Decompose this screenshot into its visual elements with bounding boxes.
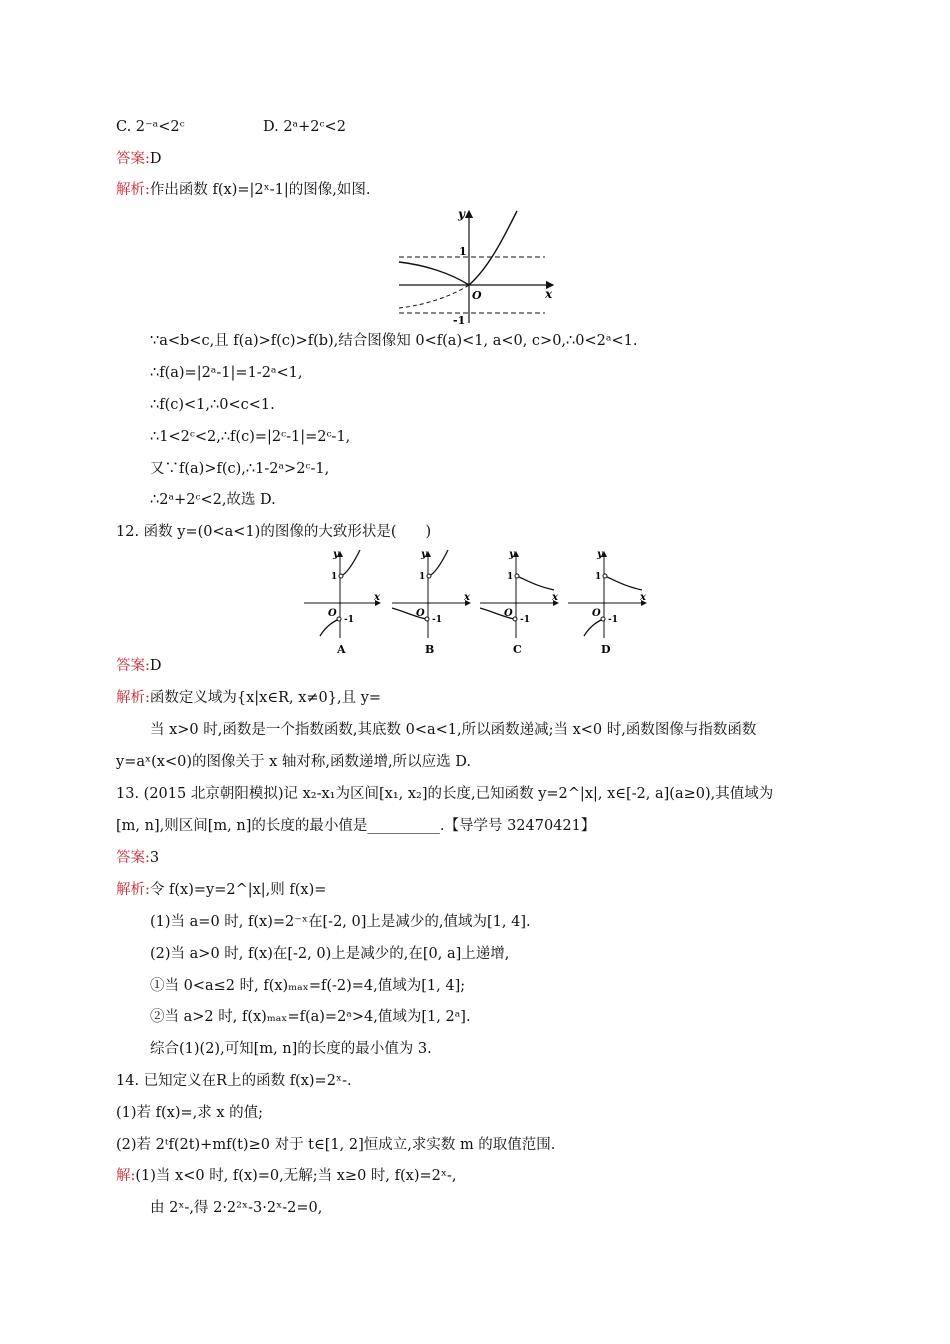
s11-line6: ∴2ᵃ+2ᶜ<2,故选 D.: [150, 492, 276, 508]
solution-text: (1)当 x<0 时, f(x)=0,无解;当 x≥0 时, f(x)=2ˣ-,: [135, 1168, 457, 1184]
solution-text: 函数定义域为{x|x∈R, x≠0},且 y=: [149, 690, 382, 706]
label: x: [374, 592, 380, 603]
solution-text: 令 f(x)=y=2^|x|,则 f(x)=: [149, 882, 327, 898]
label: x: [640, 592, 646, 603]
answer-13: [116, 848, 159, 868]
label: x: [552, 592, 558, 603]
label: 1: [507, 572, 514, 582]
option-graph-b: [392, 549, 471, 656]
label: O: [416, 608, 425, 619]
solution-12: [116, 688, 381, 708]
s13-line3: ①当 0<a≤2 时, f(x)ₘₐₓ=f(-2)=4,值域为[1, 4];: [150, 978, 466, 994]
tick-neg1: -1: [453, 314, 466, 327]
option-graph-d: [568, 549, 647, 656]
label: y: [597, 549, 603, 560]
s12-line1: 当 x>0 时,函数是一个指数函数,其底数 0<a<1,所以函数递减;当 x<0 时,函数图像与指数函数: [150, 722, 757, 738]
option-label-c: C: [513, 643, 522, 656]
solution-label: 解析:: [116, 882, 150, 898]
s13-line2: (2)当 a>0 时, f(x)在[-2, 0)上是减少的,在[0, a]上递增,: [150, 946, 510, 962]
options-figure-12: [300, 546, 652, 658]
origin-label: O: [472, 289, 482, 302]
question-12: 12. 函数 y=(0<a<1)的图像的大致形状是( ): [116, 524, 432, 540]
s12-line2: y=aˣ(x<0)的图像关于 x 轴对称,函数递增,所以应选 D.: [116, 754, 471, 770]
s14-line1: 由 2ˣ-,得 2·2²ˣ-3·2ˣ-2=0,: [150, 1200, 323, 1216]
graph-abs-2x-minus-1: [395, 205, 560, 327]
s11-line3: ∴f(c)<1,∴0<c<1.: [150, 397, 275, 413]
label: O: [592, 608, 601, 619]
tick-1: 1: [459, 245, 467, 258]
answer-value: 3: [149, 850, 160, 866]
y-label: y: [458, 207, 465, 221]
answer-label: 答案:: [116, 658, 150, 674]
solution-text: 作出函数 f(x)=|2ˣ-1|的图像,如图.: [149, 182, 371, 198]
option-d: D. 2ᵃ+2ᶜ<2: [263, 119, 346, 135]
option-graph-a: [304, 549, 381, 656]
answer-11: [116, 149, 162, 169]
answer-label: 答案:: [116, 151, 150, 167]
question-13-line2: [m, n],则区间[m, n]的长度的最小值是__________.【导学号 32470421】: [116, 818, 596, 834]
curve-solid: [399, 211, 517, 285]
solution-label: 解析:: [116, 182, 150, 198]
curve-dashed: [399, 285, 469, 308]
label: 1: [419, 572, 426, 582]
option-c: C. 2⁻ᵃ<2ᶜ: [116, 119, 185, 135]
option-label-d: D: [601, 643, 611, 656]
answer-value: D: [149, 151, 162, 167]
label: x: [464, 592, 470, 603]
s11-line2: ∴f(a)=|2ᵃ-1|=1-2ᵃ<1,: [150, 365, 303, 381]
label: -1: [432, 615, 442, 625]
option-graph-c: [480, 549, 559, 656]
solution-label: 解:: [116, 1168, 136, 1184]
solution-11: [116, 180, 371, 200]
label: -1: [608, 615, 618, 625]
s11-line1: ∵a<b<c,且 f(a)>f(c)>f(b),结合图像知 0<f(a)<1, a<0, c>0,∴0<2ᵃ<1.: [150, 333, 638, 349]
solution-13: [116, 880, 326, 900]
s11-line4: ∴1<2ᶜ<2,∴f(c)=|2ᶜ-1|=2ᶜ-1,: [150, 429, 351, 445]
label: 1: [595, 572, 602, 582]
question-14-part2: (2)若 2ᵗf(2t)+mf(t)≥0 对于 t∈[1, 2]恒成立,求实数 m 的取值范围.: [116, 1137, 556, 1153]
answer-12: [116, 656, 162, 676]
solution-label: 解析:: [116, 690, 150, 706]
option-label-a: A: [337, 643, 346, 656]
label: 1: [331, 572, 338, 582]
answer-label: 答案:: [116, 850, 150, 866]
label: y: [509, 549, 515, 560]
solution-14: [116, 1166, 457, 1186]
s13-line4: ②当 a>2 时, f(x)ₘₐₓ=f(a)=2ᵃ>4,值域为[1, 2ᵃ].: [150, 1009, 471, 1025]
s11-line5: 又∵f(a)>f(c),∴1-2ᵃ>2ᶜ-1,: [150, 461, 330, 477]
label: y: [333, 549, 339, 560]
question-13-line1: 13. (2015 北京朝阳模拟)记 x₂-x₁为区间[x₁, x₂]的长度,已知函数 y=2^|x|, x∈[-2, a](a≥0),其值域为: [116, 786, 774, 802]
x-label: x: [545, 287, 553, 301]
s13-line5: 综合(1)(2),可知[m, n]的长度的最小值为 3.: [150, 1041, 432, 1057]
question-14-part1: (1)若 f(x)=,求 x 的值;: [116, 1105, 264, 1121]
label: O: [504, 608, 513, 619]
question-14: 14. 已知定义在R上的函数 f(x)=2ˣ-.: [116, 1073, 352, 1089]
s13-line1: (1)当 a=0 时, f(x)=2⁻ˣ在[-2, 0]上是减少的,值域为[1, 4].: [150, 914, 531, 930]
option-label-b: B: [425, 643, 435, 656]
label: O: [328, 608, 337, 619]
label: y: [421, 549, 427, 560]
answer-value: D: [149, 658, 162, 674]
label: -1: [520, 615, 530, 625]
label: -1: [344, 615, 354, 625]
